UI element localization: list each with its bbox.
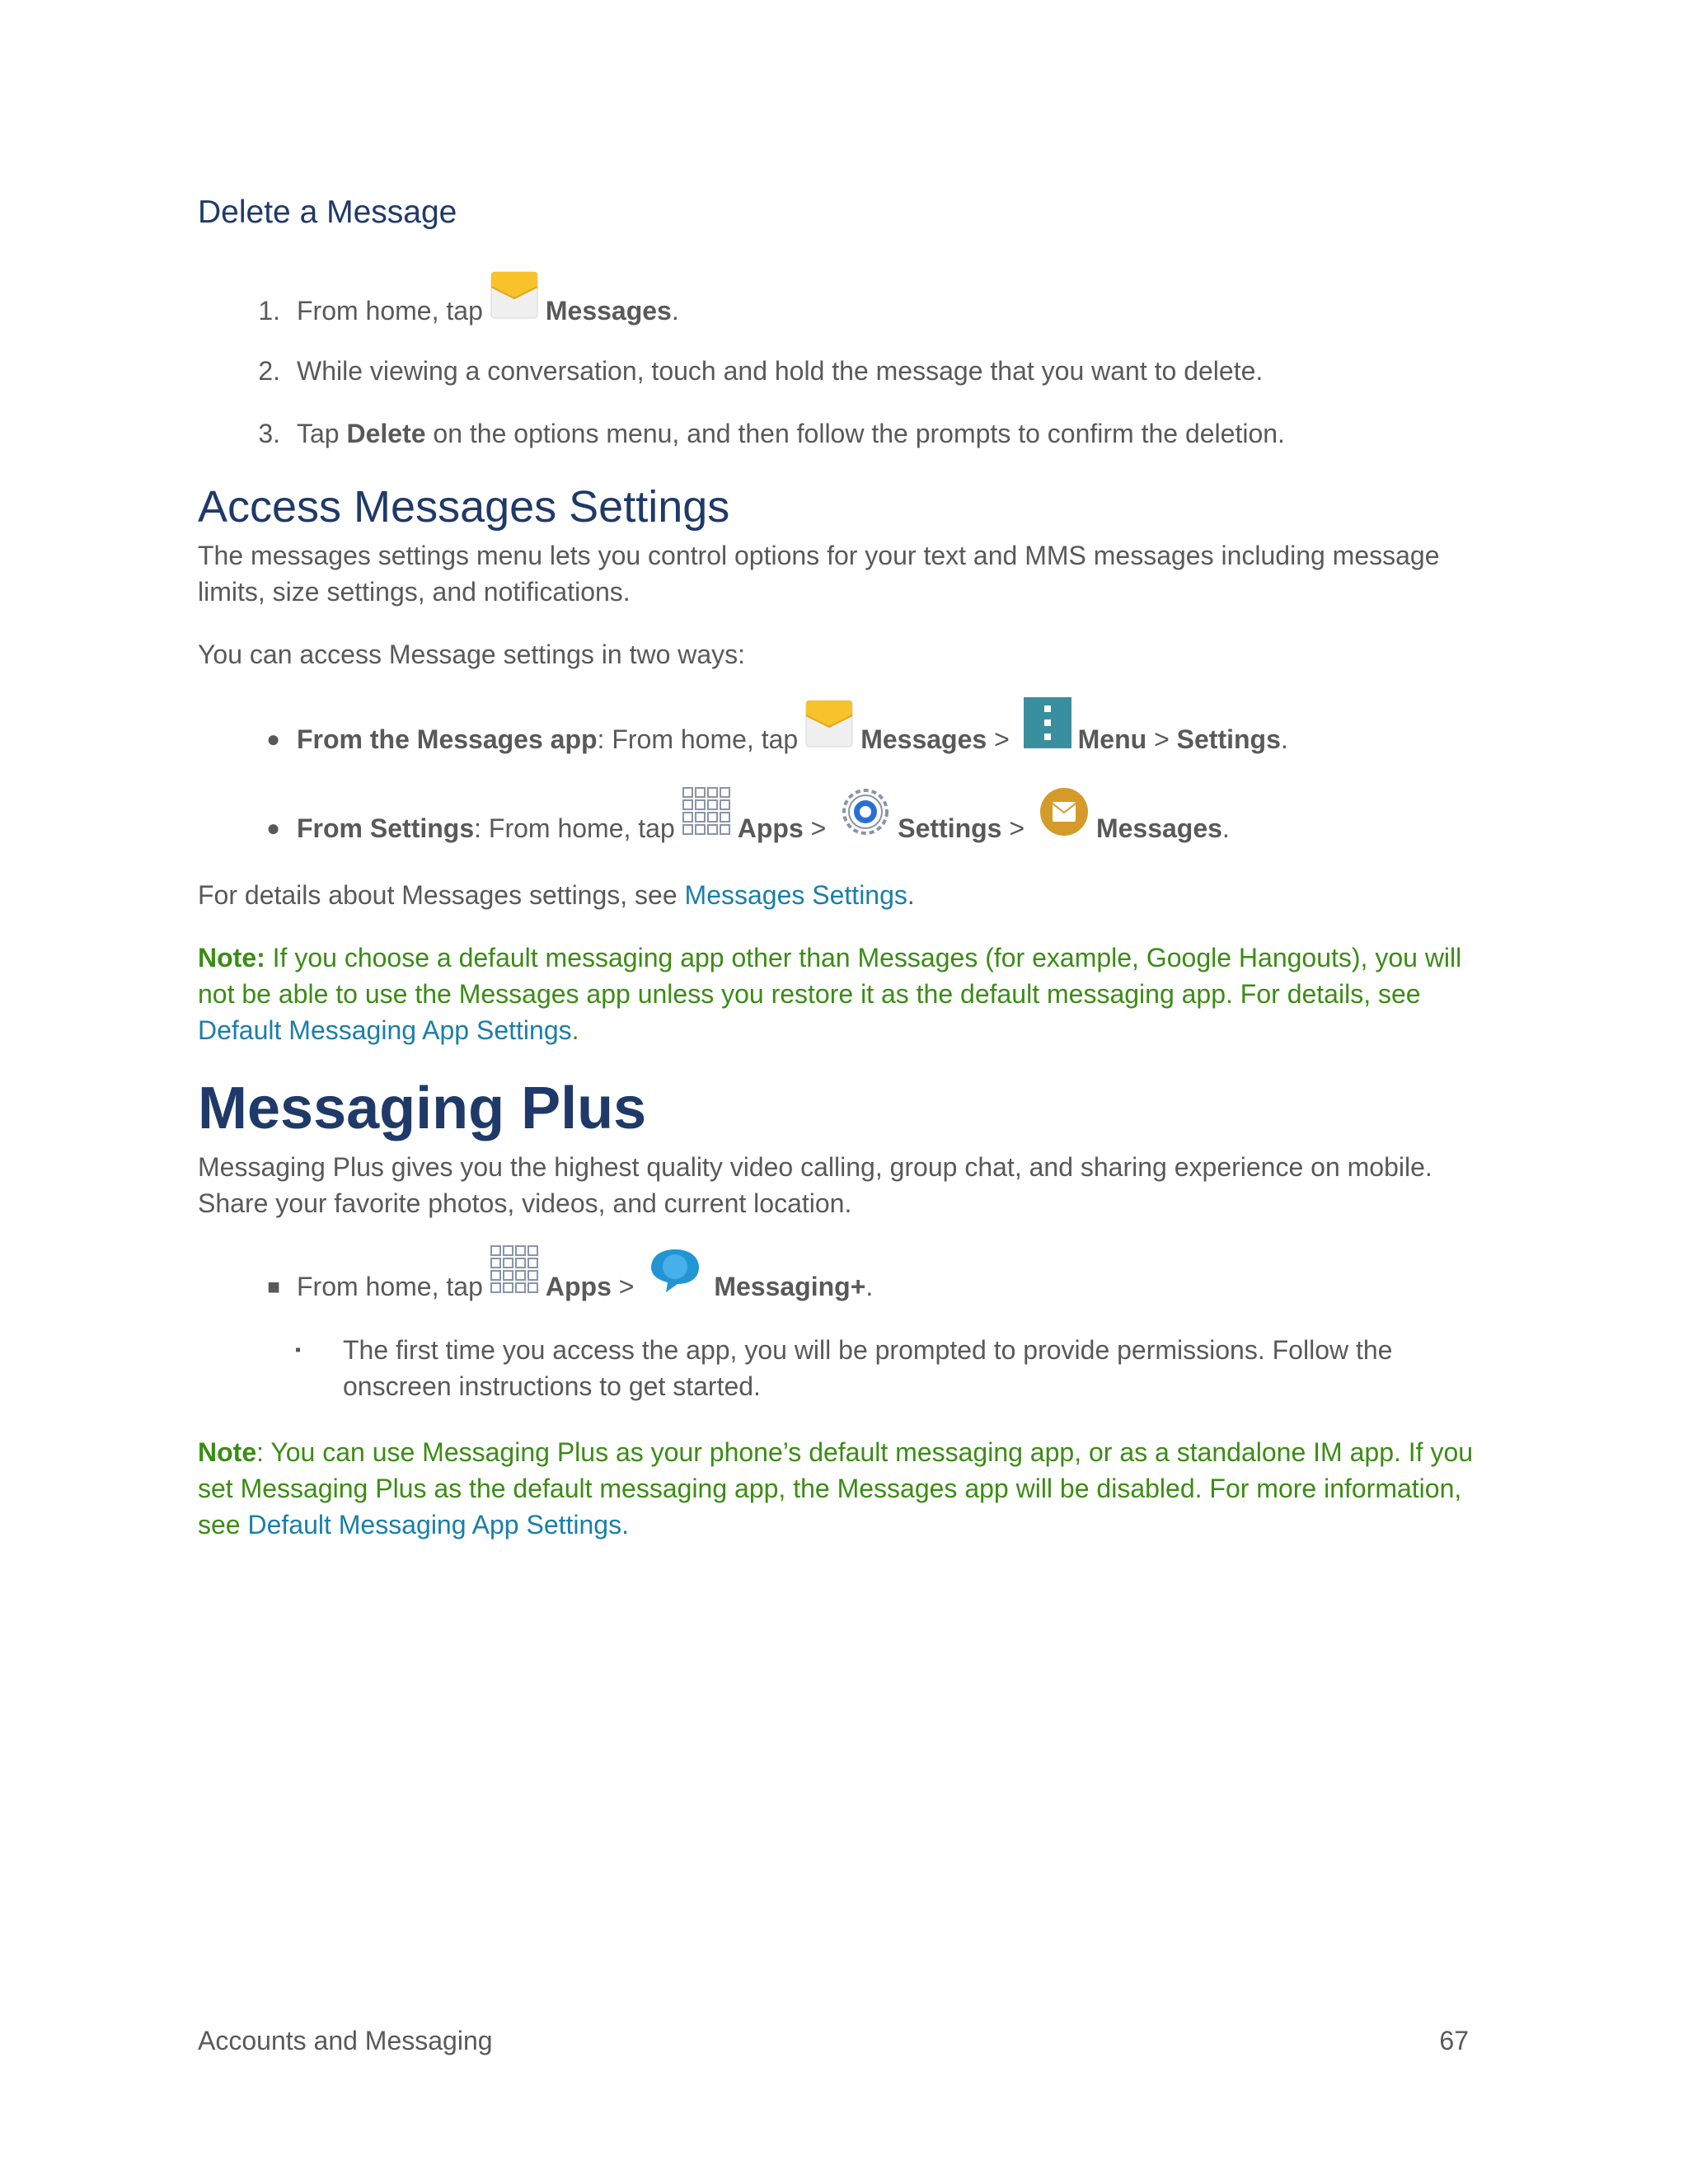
heading-access-settings: Access Messages Settings <box>198 482 730 532</box>
plus-intro: Messaging Plus gives you the highest quality video calling, group chat, and sharing experience on mobile. Share your favorite photos, videos, and current location. <box>198 1152 1432 1218</box>
messages-app-icon <box>804 697 854 757</box>
default-messaging-app-settings-link[interactable]: Default Messaging App Settings <box>247 1510 622 1540</box>
step-3: 3. Tap Delete on the options menu, and then follow the prompts to confirm the deletion. <box>258 419 1285 448</box>
details-paragraph: For details about Messages settings, see Messages Settings. <box>198 880 915 910</box>
apps-grid-icon <box>682 786 731 846</box>
note-default-app: Note: If you choose a default messaging app other than Messages (for example, Google Hangouts), you will not be able to use the Messages app unless you restore it as the default messaging app. For details, see Default Messaging App Settings. <box>198 943 1462 1045</box>
heading-delete-message: Delete a Message <box>198 194 457 230</box>
access-intro: The messages settings menu lets you control options for your text and MMS messages including message limits, size settings, and notifications. <box>198 541 1440 607</box>
default-messaging-app-settings-link[interactable]: Default Messaging App Settings <box>198 1015 572 1045</box>
bullet-from-messages-app: ● From the Messages app : From home, tap Messages > Menu > Settings . <box>198 697 1288 757</box>
messaging-plus-icon <box>648 1246 702 1305</box>
footer-section-title: Accounts and Messaging <box>198 2026 493 2055</box>
plus-substep: ▪ The first time you access the app, you will be prompted to provide permissions. Follow the onscreen instructions to get started. <box>295 1335 1393 1401</box>
settings-gear-icon <box>840 786 891 846</box>
step-2: 2. While viewing a conversation, touch and hold the message that you want to delete. <box>258 356 1264 386</box>
plus-step: ■ From home, tap Apps > Messaging+ . <box>198 1244 873 1305</box>
note-messaging-plus-default: Note: You can use Messaging Plus as your phone’s default messaging app, or as a standalone IM app. If you set Messaging Plus as the default messaging app, the Messages app will be disabled. For more information, see Default Messaging App Settings. <box>198 1437 1474 1540</box>
bullet-from-settings: ● From Settings : From home, tap Apps > Settings > Messages . <box>198 786 1230 846</box>
access-ways: You can access Message settings in two ways: <box>198 640 746 669</box>
heading-messaging-plus: Messaging Plus <box>198 1076 647 1141</box>
step-1: 1. From home, tap Messages . <box>198 269 679 329</box>
footer-page-number: 67 <box>1439 2026 1469 2055</box>
step-number: 1. <box>258 296 280 326</box>
apps-grid-icon <box>490 1244 539 1305</box>
messages-app-icon <box>490 269 539 329</box>
messages-settings-link[interactable]: Messages Settings <box>684 880 907 910</box>
messages-round-icon <box>1039 786 1090 846</box>
menu-dots-icon <box>1024 697 1071 757</box>
